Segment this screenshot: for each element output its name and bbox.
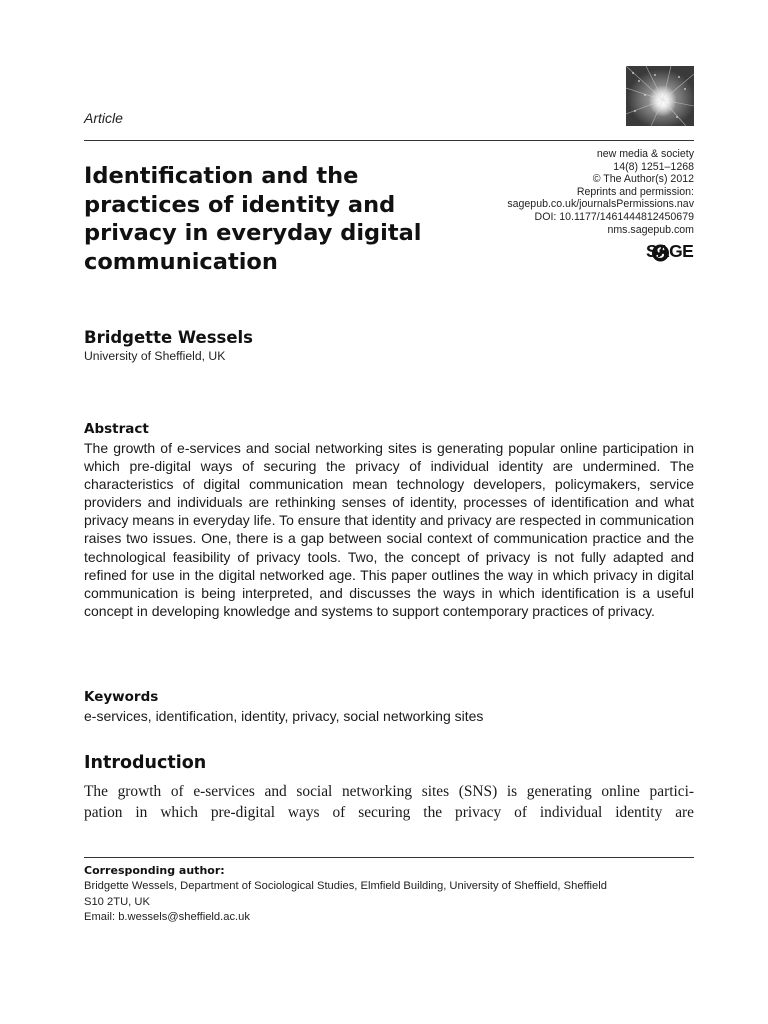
- abstract-text: The growth of e-services and social networking sites is generating popular online participation in which pre-digital ways of securing the privacy of individual identity are undermined. The characteristics of digital communication mean technology developers, policymakers, service providers and individuals are rethinking senses of identity, processes of identification and what privacy means in everyday life. To ensure that identity and privacy are respected in communication raises two issues. One, there is a gap between social context of communication practice and the technological feasibility of privacy tools. Two, the concept of privacy is not fully adapted and refined for use in the digital networked age. This paper outlines the way in which privacy in digital communication is being interpreted, and discusses the ways in which identification is a useful concept in developing knowledge and systems to support contemporary practices of privacy.: [84, 440, 694, 619]
- copyright-notice: © The Author(s) 2012: [592, 173, 694, 186]
- author-affiliation: University of Sheffield, UK: [84, 349, 226, 363]
- journal-site-link[interactable]: nms.sagepub.com: [607, 223, 694, 236]
- article-type-label: Article: [84, 110, 123, 126]
- abstract-heading: Abstract: [84, 421, 149, 437]
- digital-tunnel-graphic: [626, 66, 694, 126]
- reprints-label: Reprints and permission:: [576, 185, 694, 198]
- journal-info: [507, 148, 694, 236]
- keywords-list: e-services, identification, identity, privacy, social networking sites: [84, 708, 484, 724]
- header-divider: [84, 140, 694, 141]
- corresponding-author-address: Bridgette Wessels, Department of Sociological Studies, Elmfield Building, University of Sheffield, Sheffield: [84, 880, 607, 892]
- corresponding-author-heading: Corresponding author:: [84, 864, 225, 877]
- corresponding-author-postcode: S10 2TU, UK: [84, 895, 150, 908]
- introduction-line: pation in which pre-digital ways of securing the privacy of individual identity are: [84, 804, 694, 821]
- journal-cover-image: [626, 66, 694, 126]
- introduction-line: The growth of e-services and social networking sites (SNS) is generating online partici-: [84, 783, 694, 800]
- corresponding-author-email[interactable]: Email: b.wessels@sheffield.ac.uk: [84, 911, 250, 923]
- permissions-link[interactable]: sagepub.co.uk/journalsPermissions.nav: [507, 198, 694, 211]
- journal-name: new media & society: [596, 148, 694, 160]
- paper-title: Identification and the practices of identity and privacy in everyday digital communication: [84, 163, 422, 275]
- author-name: Bridgette Wessels: [84, 328, 254, 347]
- sage-logo-text: SAGE: [646, 241, 694, 261]
- introduction-heading: Introduction: [84, 753, 207, 773]
- keywords-heading: Keywords: [84, 689, 159, 705]
- doi-link[interactable]: DOI: 10.1177/1461444812450679: [534, 210, 694, 223]
- footnote-divider: [84, 857, 694, 858]
- journal-volume-pages: 14(8) 1251–1268: [613, 160, 694, 173]
- introduction-text: [84, 781, 694, 823]
- corresponding-author-details: [84, 879, 704, 926]
